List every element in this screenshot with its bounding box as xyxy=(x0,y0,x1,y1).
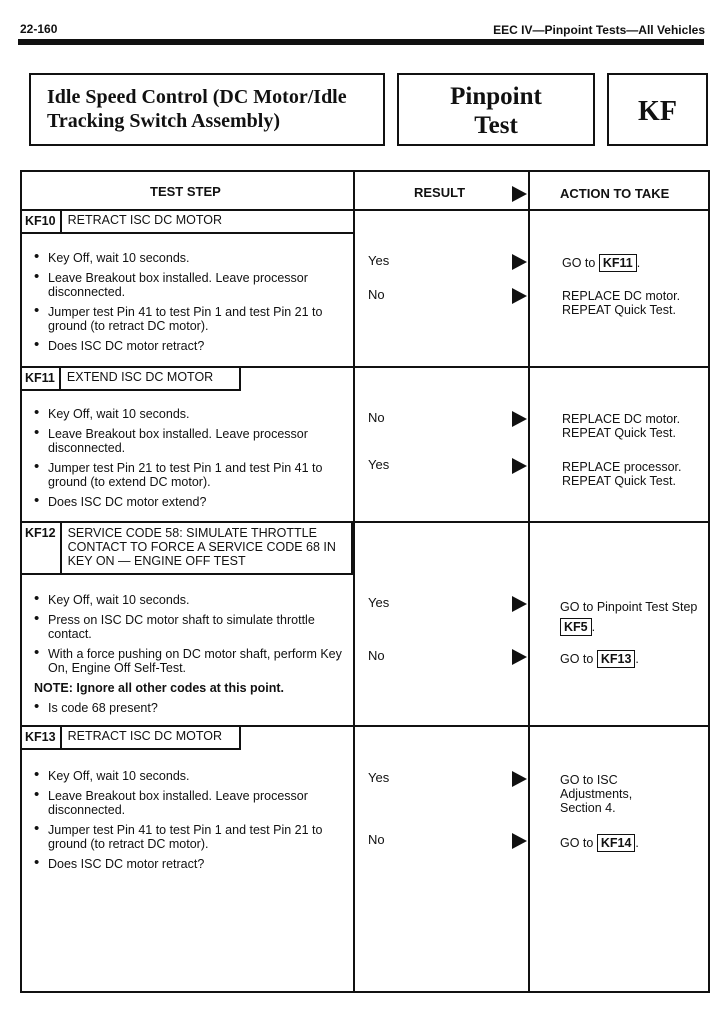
action-label: GO to Pinpoint Test Step xyxy=(560,600,698,614)
action-text: REPLACE processor. REPEAT Quick Test. xyxy=(562,460,682,488)
action-suffix: . xyxy=(635,652,639,666)
action-text: REPLACE DC motor. REPEAT Quick Test. xyxy=(562,412,681,440)
step-id: KF12 xyxy=(22,523,62,573)
list-item: • Does ISC DC motor retract? xyxy=(34,339,344,353)
action-suffix: . xyxy=(591,620,596,634)
list-item: • With a force pushing on DC motor shaft, perform Key On, Engine Off Self-Test. xyxy=(34,647,344,675)
pinpoint-line1: Pinpoint xyxy=(450,83,542,110)
list-item: • Key Off, wait 10 seconds. xyxy=(34,593,344,607)
test-step-table xyxy=(20,170,710,993)
result-label: No xyxy=(368,287,385,302)
result-label: Yes xyxy=(368,457,390,472)
step-instructions xyxy=(34,407,344,515)
list-item: • Is code 68 present? xyxy=(34,701,344,715)
header-rule xyxy=(18,39,704,45)
list-item: • Press on ISC DC motor shaft to simulate throttle contact. xyxy=(34,613,344,641)
pinpoint-test-label xyxy=(397,73,595,146)
list-item: • Jumper test Pin 41 to test Pin 1 and test Pin 21 to ground (to retract DC motor). xyxy=(34,823,344,851)
action-text xyxy=(562,254,640,272)
arrow-right-icon xyxy=(512,649,527,665)
list-item: • Leave Breakout box installed. Leave processor disconnected. xyxy=(34,427,344,455)
step-title: EXTEND ISC DC MOTOR xyxy=(66,370,214,384)
arrow-right-icon xyxy=(512,186,527,202)
result-label: Yes xyxy=(368,770,390,785)
step-instructions xyxy=(34,769,344,877)
arrow-right-icon xyxy=(512,833,527,849)
list-item: • Does ISC DC motor extend? xyxy=(34,495,344,509)
result-label: No xyxy=(368,410,385,425)
action-text: GO to ISC Adjustments, Section 4. xyxy=(560,773,633,815)
step-id: KF10 xyxy=(22,211,62,232)
action-text xyxy=(560,834,639,852)
list-item: • Key Off, wait 10 seconds. xyxy=(34,251,344,265)
arrow-right-icon xyxy=(512,254,527,270)
list-item: • Does ISC DC motor retract? xyxy=(34,857,344,871)
list-item: • Key Off, wait 10 seconds. xyxy=(34,407,344,421)
step-id: KF13 xyxy=(22,727,62,748)
test-code-box: KF xyxy=(607,73,708,146)
step-header xyxy=(22,727,241,750)
step-id: KF11 xyxy=(22,368,61,389)
action-text xyxy=(560,597,700,637)
step-title: SERVICE CODE 58: SIMULATE THROTTLE CONTACT TO FORCE A SERVICE CODE 68 IN KEY ON — ENGINE OFF TEST xyxy=(67,526,336,568)
action-label: GO to xyxy=(562,256,596,270)
action-text: REPLACE DC motor. REPEAT Quick Test. xyxy=(562,289,681,317)
action-suffix: . xyxy=(635,836,639,850)
arrow-right-icon xyxy=(512,288,527,304)
column-header-test-step: TEST STEP xyxy=(150,184,221,199)
action-label: GO to xyxy=(560,836,594,850)
action-text xyxy=(560,650,639,668)
list-item: • Key Off, wait 10 seconds. xyxy=(34,769,344,783)
column-header-action: ACTION TO TAKE xyxy=(560,186,670,201)
action-suffix: . xyxy=(636,256,641,270)
column-header-result: RESULT xyxy=(414,185,466,200)
step-reference: KF14 xyxy=(597,834,636,852)
arrow-right-icon xyxy=(512,771,527,787)
column-divider-action xyxy=(528,172,530,991)
step-reference: KF13 xyxy=(597,650,636,668)
step-title: RETRACT ISC DC MOTOR xyxy=(67,213,222,227)
step-note: NOTE: Ignore all other codes at this point. xyxy=(34,681,285,695)
list-item: • Leave Breakout box installed. Leave processor disconnected. xyxy=(34,271,344,299)
list-item: • Leave Breakout box installed. Leave processor disconnected. xyxy=(34,789,344,817)
list-item: • Jumper test Pin 41 to test Pin 1 and test Pin 21 to ground (to retract DC motor). xyxy=(34,305,344,333)
section-header: EEC IV—Pinpoint Tests—All Vehicles xyxy=(493,23,705,37)
step-instructions xyxy=(34,593,344,721)
arrow-right-icon xyxy=(512,458,527,474)
arrow-right-icon xyxy=(512,596,527,612)
procedure-title-line1: Idle Speed Control (DC Motor/Idle xyxy=(47,86,347,108)
step-header xyxy=(22,211,355,234)
result-label: No xyxy=(368,832,385,847)
procedure-title-line2: Tracking Switch Assembly) xyxy=(47,110,280,132)
list-item: • Jumper test Pin 21 to test Pin 1 and test Pin 41 to ground (to extend DC motor). xyxy=(34,461,344,489)
result-label: Yes xyxy=(368,253,390,268)
page-number: 22-160 xyxy=(20,22,58,36)
column-divider-result xyxy=(353,172,355,991)
result-label: Yes xyxy=(368,595,390,610)
step-reference: KF11 xyxy=(599,254,637,272)
procedure-title xyxy=(29,73,385,146)
action-label: GO to xyxy=(560,652,594,666)
pinpoint-line2: Test xyxy=(474,112,518,139)
result-label: No xyxy=(368,648,385,663)
arrow-right-icon xyxy=(512,411,527,427)
step-header xyxy=(22,368,241,391)
step-reference: KF5 xyxy=(560,618,592,636)
step-instructions xyxy=(34,251,344,359)
step-title: RETRACT ISC DC MOTOR xyxy=(67,729,222,743)
step-header xyxy=(22,523,353,575)
